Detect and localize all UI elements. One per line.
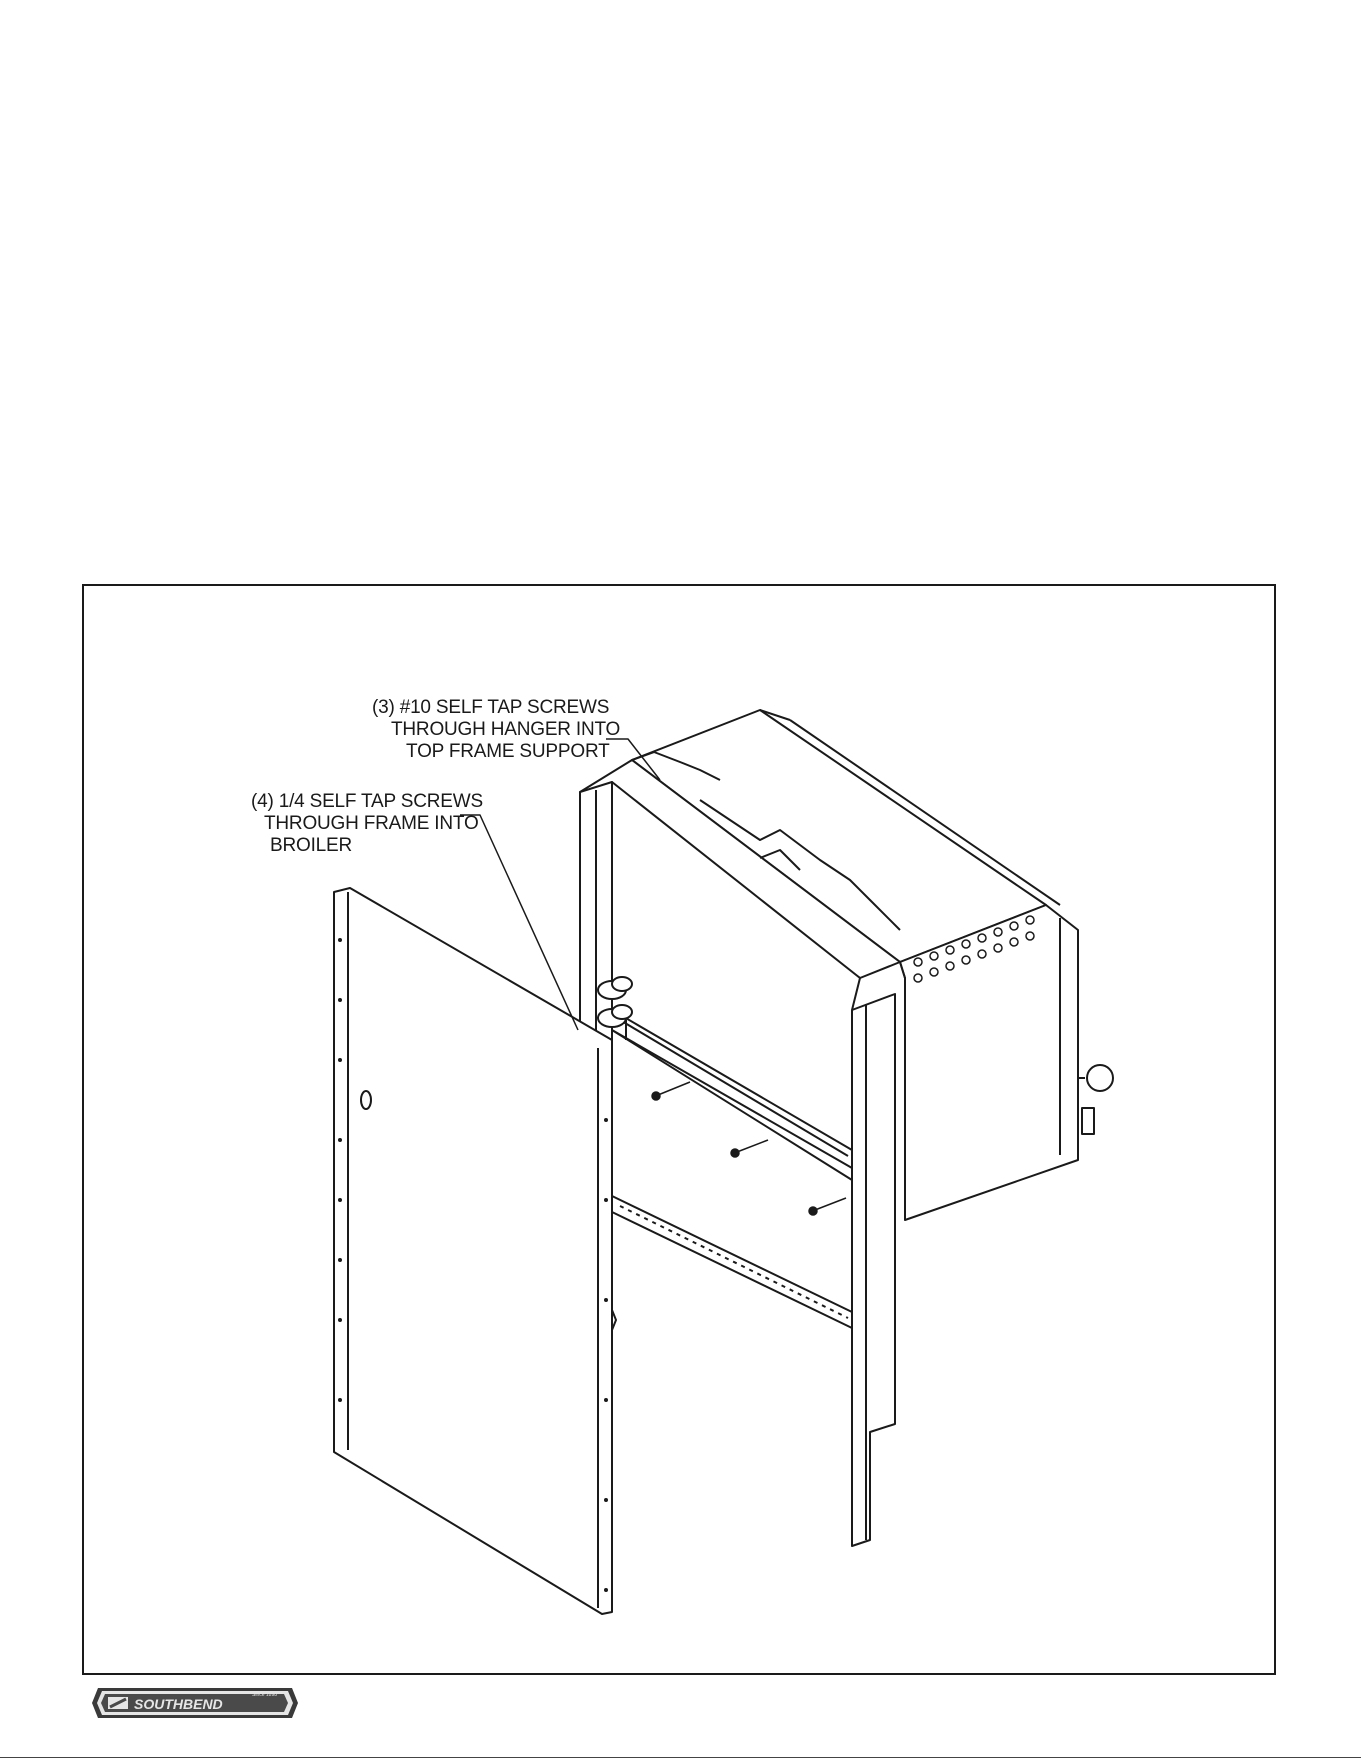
front-panel	[334, 888, 612, 1614]
southbend-logo	[92, 1686, 298, 1720]
callout-frame-screws	[251, 791, 483, 857]
callout-frame-screws-line3: BROILER	[270, 835, 353, 856]
callout-frame-screws-line2: THROUGH FRAME INTO	[264, 813, 479, 834]
callout-hanger-screws	[372, 697, 620, 763]
callout-frame-screws-line1: (4) 1/4 SELF TAP SCREWS	[251, 791, 483, 812]
frame-right-post	[852, 994, 895, 1546]
page-bottom-rule	[0, 1757, 1361, 1758]
callout-hanger-screws-line2: THROUGH HANGER INTO	[391, 719, 621, 740]
frame-cross-rail-lower	[612, 1196, 852, 1328]
logo-tagline-text: Since 1898	[252, 1692, 278, 1698]
callout-hanger-screws-line3: TOP FRAME SUPPORT	[406, 741, 610, 762]
broiler-side-face	[900, 905, 1078, 1220]
callout-hanger-screws-line1: (3) #10 SELF TAP SCREWS	[372, 697, 610, 718]
logo-brand-text: SOUTHBEND	[134, 1696, 223, 1712]
